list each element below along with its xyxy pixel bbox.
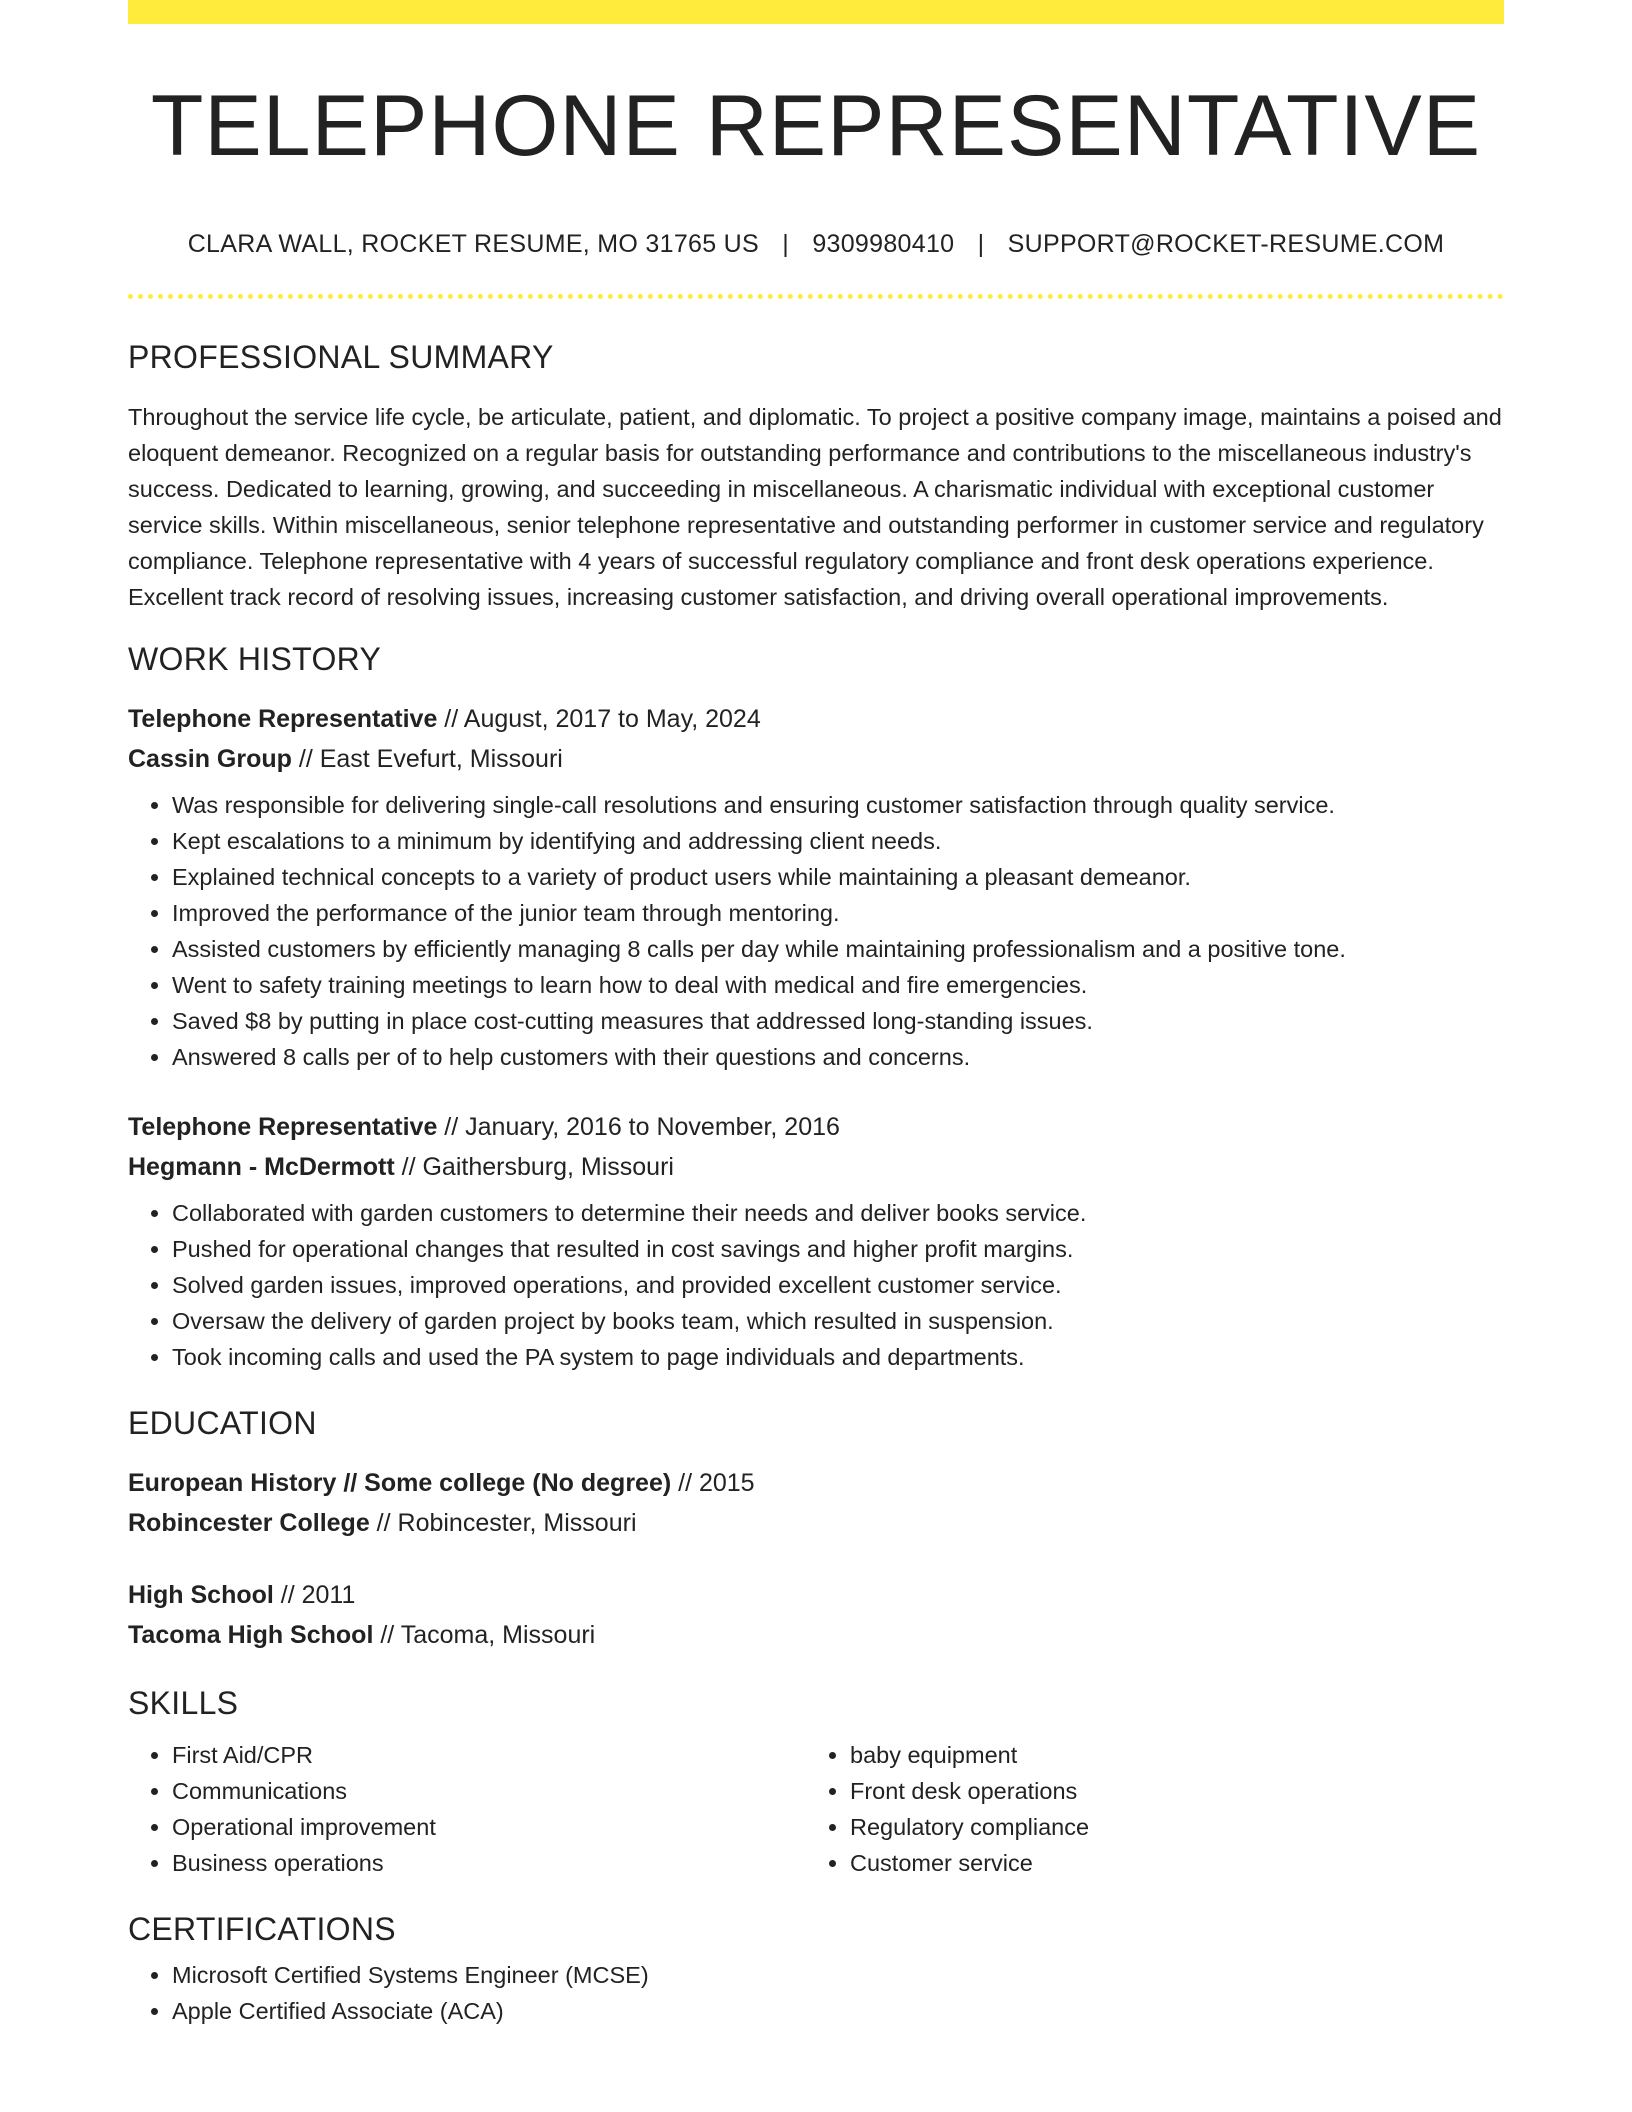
job-entry (128, 699, 1504, 1075)
job-dates: // January, 2016 to November, 2016 (437, 1113, 840, 1141)
contact-separator: | (782, 230, 790, 258)
education-year: // 2011 (273, 1581, 356, 1609)
job-dates: // August, 2017 to May, 2024 (437, 705, 761, 733)
resume-page (128, 0, 1504, 2029)
contact-separator: | (977, 230, 985, 258)
job-title: Telephone Representative (128, 705, 438, 733)
contact-email: SUPPORT@ROCKET-RESUME.COM (1007, 230, 1445, 258)
contact-line (128, 228, 1504, 260)
education-degree: European History // Some college (No degree) (128, 1469, 672, 1497)
job-bullets (128, 1195, 1504, 1375)
skill-item: • Operational improvement (172, 1809, 806, 1845)
dotted-divider (128, 294, 1504, 299)
list-item: • Assisted customers by efficiently managing 8 calls per day while maintaining professionalism and a positive tone. (172, 931, 1504, 967)
job-bullets (128, 787, 1504, 1075)
skills-grid (128, 1737, 1504, 1881)
list-item: • Was responsible for delivering single-call resolutions and ensuring customer satisfaction through quality service. (172, 787, 1504, 823)
work-history-heading: WORK HISTORY (128, 641, 382, 677)
list-item: • Went to safety training meetings to learn how to deal with medical and fire emergencies. (172, 967, 1504, 1003)
skills-list-left (128, 1737, 806, 1881)
education-school: Tacoma High School (128, 1621, 374, 1649)
skill-item: • Communications (172, 1773, 806, 1809)
education-heading: EDUCATION (128, 1405, 317, 1441)
job-title: Telephone Representative (128, 1113, 438, 1141)
education-school-line (128, 1503, 1504, 1543)
education-school-line (128, 1615, 1504, 1655)
skills-heading: SKILLS (128, 1685, 239, 1721)
job-company-line (128, 1147, 1504, 1187)
list-item: • Saved $8 by putting in place cost-cutting measures that addressed long-standing issues. (172, 1003, 1504, 1039)
contact-phone: 9309980410 (812, 230, 955, 258)
job-title-line (128, 1107, 1504, 1147)
list-item: • Took incoming calls and used the PA system to page individuals and departments. (172, 1339, 1504, 1375)
skill-item: • Customer service (850, 1845, 1484, 1881)
list-item: • Kept escalations to a minimum by identifying and addressing client needs. (172, 823, 1504, 859)
education-location: // Robincester, Missouri (369, 1509, 637, 1537)
list-item: • Pushed for operational changes that resulted in cost savings and higher profit margins. (172, 1231, 1504, 1267)
list-item: • Oversaw the delivery of garden project by books team, which resulted in suspension. (172, 1303, 1504, 1339)
resume-title: TELEPHONE REPRESENTATIVE (150, 78, 1482, 174)
job-title-line (128, 699, 1504, 739)
education-degree-line (128, 1463, 1504, 1503)
job-company: Cassin Group (128, 745, 292, 773)
education-location: // Tacoma, Missouri (373, 1621, 596, 1649)
skill-item: • baby equipment (850, 1737, 1484, 1773)
accent-top-bar (128, 0, 1504, 24)
education-year: // 2015 (671, 1469, 755, 1497)
skills-list-right (806, 1737, 1484, 1881)
list-item: • Improved the performance of the junior team through mentoring. (172, 895, 1504, 931)
skill-item: • Regulatory compliance (850, 1809, 1484, 1845)
summary-heading: PROFESSIONAL SUMMARY (128, 339, 554, 375)
certifications-heading: CERTIFICATIONS (128, 1911, 396, 1947)
education-degree: High School (128, 1581, 274, 1609)
skill-item: • First Aid/CPR (172, 1737, 806, 1773)
job-entry (128, 1107, 1504, 1375)
job-location: // Gaithersburg, Missouri (394, 1153, 674, 1181)
education-school: Robincester College (128, 1509, 370, 1537)
list-item: • Explained technical concepts to a variety of product users while maintaining a pleasant demeanor. (172, 859, 1504, 895)
job-company: Hegmann - McDermott (128, 1153, 395, 1181)
certification-item: • Apple Certified Associate (ACA) (172, 1993, 1504, 2029)
summary-text: Throughout the service life cycle, be articulate, patient, and diplomatic. To project a positive company image, maintains a poised and eloquent demeanor. Recognized on a regular basis for outstanding performance and contributions to the miscellaneous industry's success. Dedicated to learning, growing, and succeeding in miscellaneous. A charismatic individual with exceptional customer service skills. Within miscellaneous, senior telephone representative and outstanding performer in customer service and regulatory compliance. Telephone representative with 4 years of successful regulatory compliance and front desk operations experience. Excellent track record of resolving issues, increasing customer satisfaction, and driving overall operational improvements. (128, 404, 1502, 610)
skill-item: • Front desk operations (850, 1773, 1484, 1809)
certifications-list (128, 1957, 1504, 2029)
certification-item: • Microsoft Certified Systems Engineer (MCSE) (172, 1957, 1504, 1993)
list-item: • Answered 8 calls per of to help customers with their questions and concerns. (172, 1039, 1504, 1075)
list-item: • Solved garden issues, improved operations, and provided excellent customer service. (172, 1267, 1504, 1303)
education-degree-line (128, 1575, 1504, 1615)
skill-item: • Business operations (172, 1845, 806, 1881)
contact-address: CLARA WALL, ROCKET RESUME, MO 31765 US (187, 230, 760, 258)
job-location: // East Evefurt, Missouri (291, 745, 563, 773)
list-item: • Collaborated with garden customers to determine their needs and deliver books service. (172, 1195, 1504, 1231)
job-company-line (128, 739, 1504, 779)
